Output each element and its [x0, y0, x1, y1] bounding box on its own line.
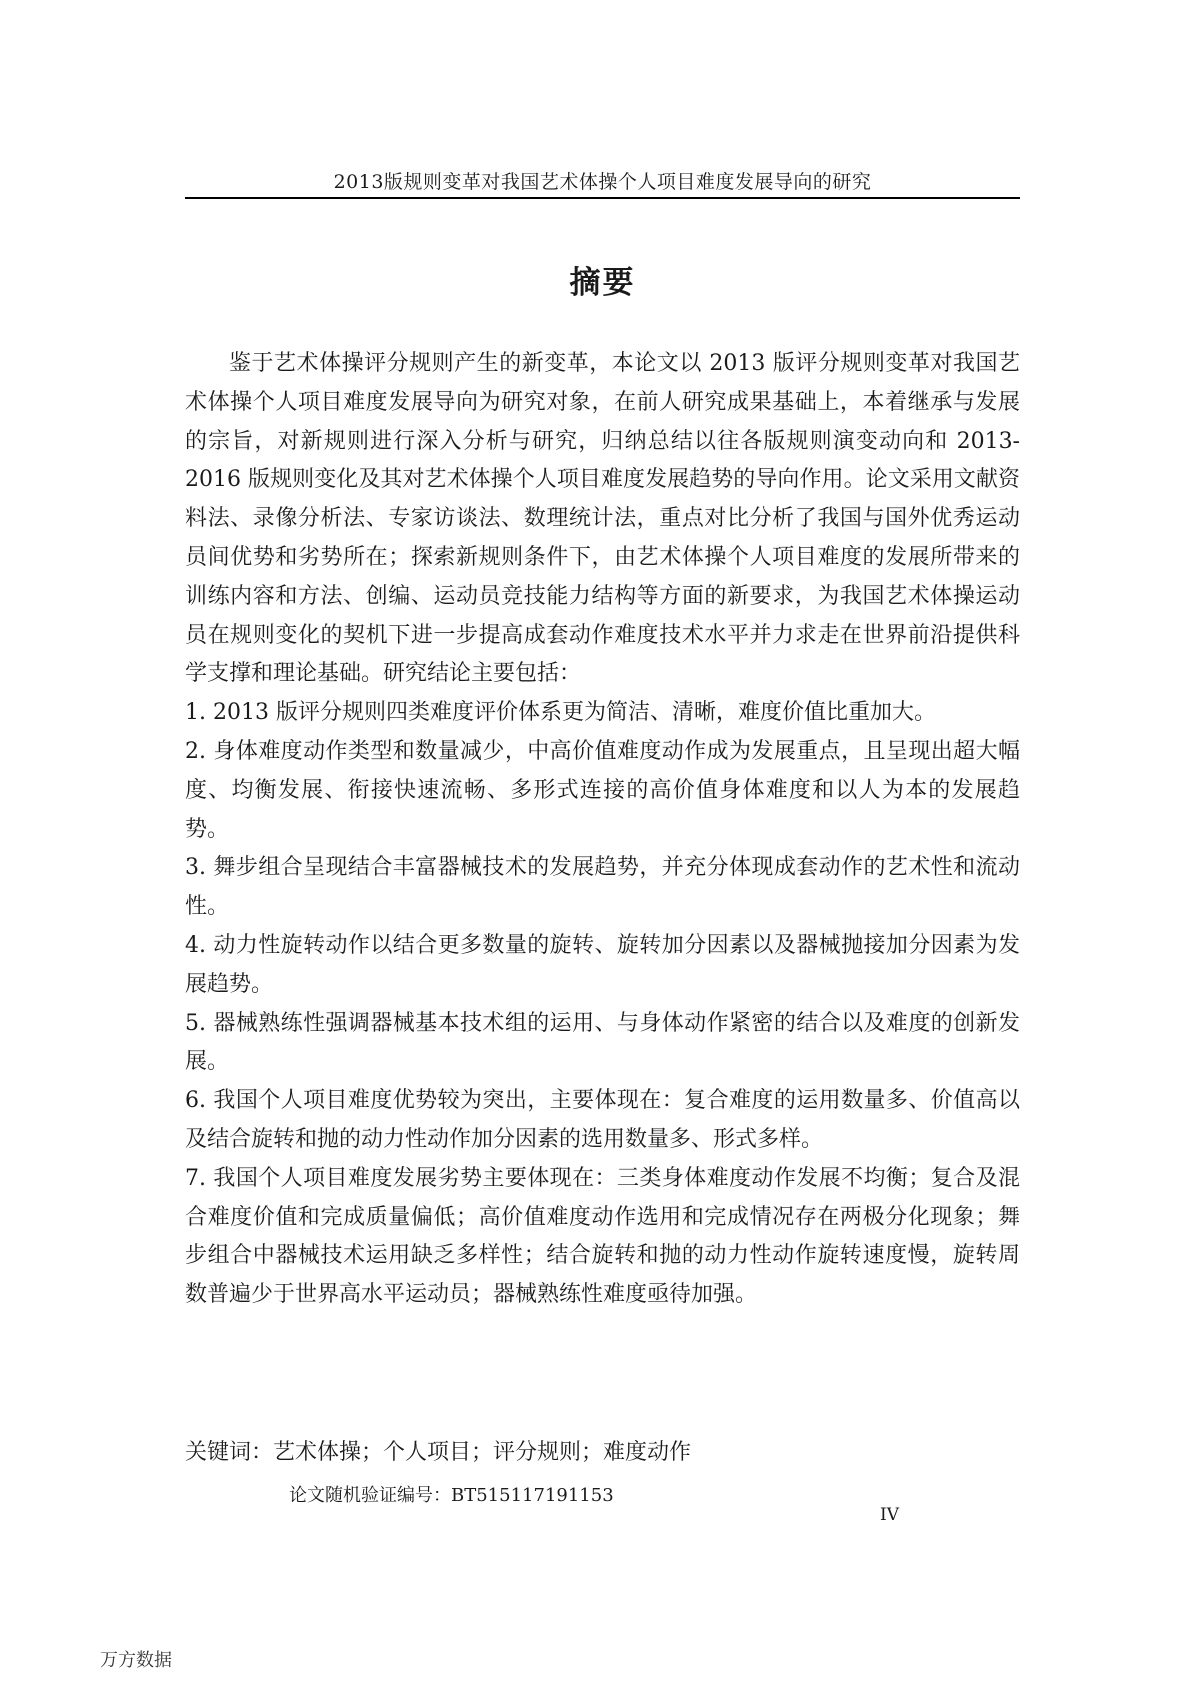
running-header: 2013版规则变革对我国艺术体操个人项目难度发展导向的研究: [333, 171, 872, 193]
keywords: 关键词：艺术体操；个人项目；评分规则；难度动作: [185, 1440, 692, 1465]
page-number: IV: [880, 1505, 899, 1525]
conclusion-item-4: 4. 动力性旋转动作以结合更多数量的旋转、旋转加分因素以及器械抛接加分因素为发展趋势。: [185, 932, 1020, 997]
verification-number: 论文随机验证编号：BT515117191153: [289, 1485, 614, 1506]
conclusion-item-7: 7. 我国个人项目难度发展劣势主要体现在：三类身体难度动作发展不均衡；复合及混合难度价值和完成质量偏低；高价值难度动作选用和完成情况存在两极分化现象；舞步组合中器械技术运用缺乏多样性；结合旋转和抛的动力性动作旋转速度慢，旋转周数普遍少于世界高水平运动员；器械熟练性难度亟待加强。: [185, 1165, 1020, 1308]
abstract-body: [185, 345, 1020, 1315]
conclusion-item-1: 1. 2013 版评分规则四类难度评价体系更为简洁、清晰，难度价值比重加大。: [185, 700, 936, 726]
abstract-intro: 鉴于艺术体操评分规则产生的新变革，本论文以 2013 版评分规则变革对我国艺术体操个人项目难度发展导向为研究对象，在前人研究成果基础上，本着继承与发展的宗旨，对新规则进行深入分析与研究，归纳总结以往各版规则演变动向和 2013-2016 版规则变化及其对艺术体操个人项目难度发展趋势的导向作用。论文采用文献资料法、录像分析法、专家访谈法、数理统计法，重点对比分析了我国与国外优秀运动员间优势和劣势所在；探索新规则条件下，由艺术体操个人项目难度的发展所带来的训练内容和方法、创编、运动员竞技能力结构等方面的新要求，为我国艺术体操运动员在规则变化的契机下进一步提高成套动作难度技术水平并力求走在世界前沿提供科学支撑和理论基础。研究结论主要包括：: [185, 351, 1020, 687]
watermark: 万方数据: [100, 1650, 172, 1671]
header-rule: [185, 197, 1020, 199]
abstract-title: 摘要: [569, 265, 636, 301]
conclusion-item-3: 3. 舞步组合呈现结合丰富器械技术的发展趋势，并充分体现成套动作的艺术性和流动性。: [185, 855, 1020, 920]
conclusion-item-2: 2. 身体难度动作类型和数量减少，中高价值难度动作成为发展重点，且呈现出超大幅度、均衡发展、衔接快速流畅、多形式连接的高价值身体难度和以人为本的发展趋势。: [185, 738, 1020, 842]
conclusion-item-5: 5. 器械熟练性强调器械基本技术组的运用、与身体动作紧密的结合以及难度的创新发展。: [185, 1010, 1020, 1075]
conclusion-item-6: 6. 我国个人项目难度优势较为突出，主要体现在：复合难度的运用数量多、价值高以及结合旋转和抛的动力性动作加分因素的选用数量多、形式多样。: [185, 1088, 1020, 1152]
